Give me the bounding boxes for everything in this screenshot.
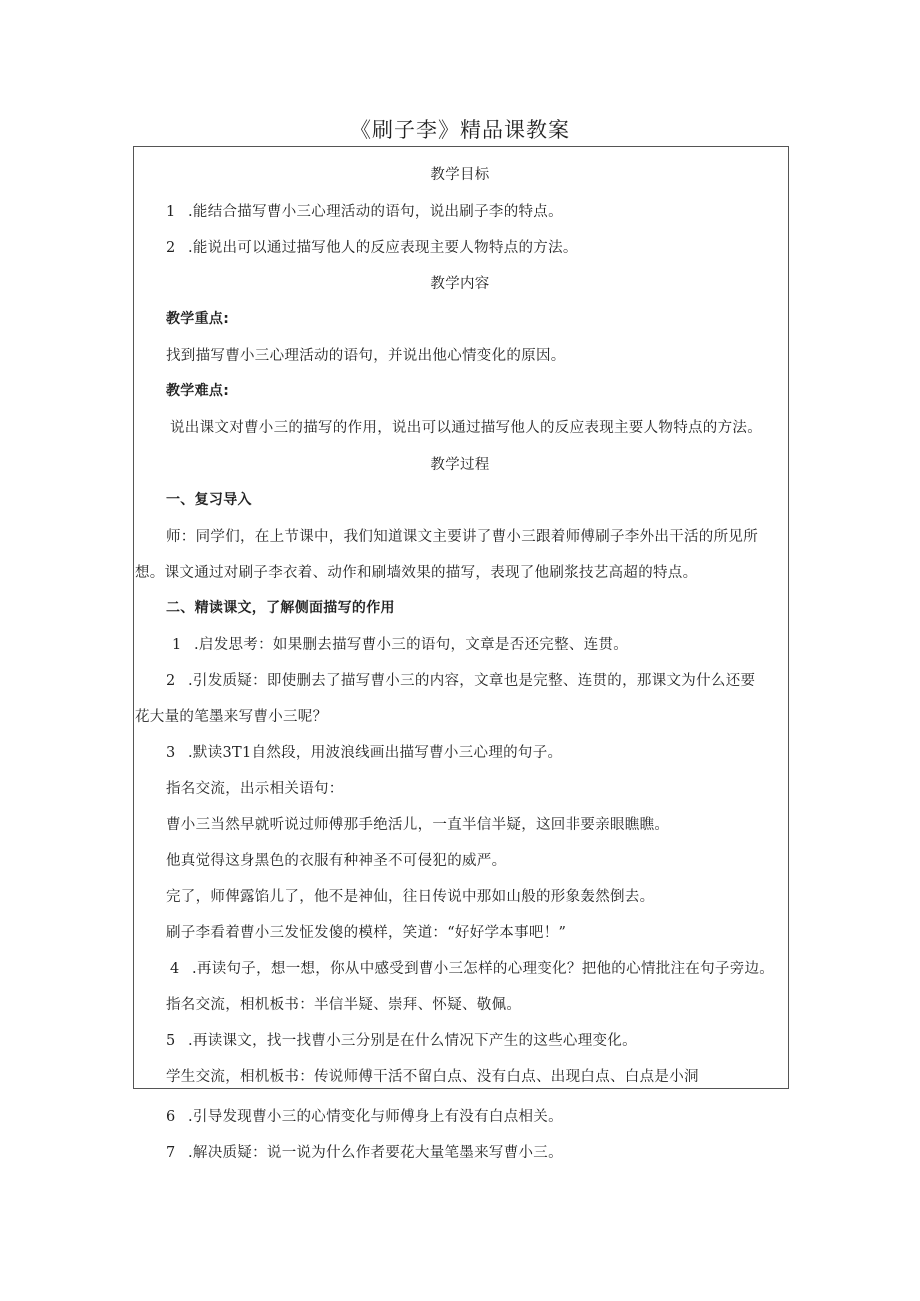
goal-text: .能结合描写曹小三心理活动的语句，说出刷子李的特点。: [188, 204, 563, 220]
goal-item: [166, 200, 563, 221]
part2-heading: 二、精读课文，了解侧面描写的作用: [166, 600, 395, 616]
section-heading-goals: 教学目标: [430, 167, 490, 183]
step-item: [172, 633, 628, 654]
step-text: .引发质疑：即使删去了描写曹小三的内容，文章也是完整、连贯的，那课文为什么还要: [188, 673, 756, 689]
step-number: 7: [166, 1145, 176, 1161]
quote-line: 完了，师俾露馅儿了，他不是神仙，往日传说中那如山般的形象轰然倒去。: [166, 889, 655, 905]
step-item: [170, 957, 774, 978]
part1-heading: 一、复习导入: [166, 492, 252, 508]
step-text: .默读3T1自然段，用波浪线画出描写曹小三心理的句子。: [188, 745, 563, 761]
step-text: .解决质疑：说一说为什么作者要花大量笔墨来写曹小三。: [188, 1145, 563, 1161]
quote-line: 刷子李看着曹小三发怔发傻的模样，笑道：“好好学本事吧！”: [166, 925, 567, 941]
exchange-note: 学生交流，相机板书：传说师傅干活不留白点、没有白点、出现白点、白点是小洞: [166, 1069, 699, 1085]
step-item: [166, 1029, 637, 1050]
part1-paragraph-line2: 想。课文通过对刷子李衣着、动作和刷墙效果的描写，表现了他刷浆技艺高超的特点。: [135, 565, 698, 581]
step-text: .再读句子，想一想，你从中感受到曹小三怎样的心理变化？把他的心情批注在句子旁边。: [192, 961, 775, 977]
step-item: [166, 741, 562, 762]
goal-item: [166, 236, 578, 257]
step-number: 4: [170, 961, 180, 977]
exchange-note: 指名交流，出示相关语句：: [166, 781, 344, 797]
goal-number: 1: [166, 204, 176, 220]
step-item: [166, 669, 755, 690]
difficulty-text: 说出课文对曹小三的描写的作用，说出可以通过描写他人的反应表现主要人物特点的方法。: [170, 420, 762, 436]
goal-text: .能说出可以通过描写他人的反应表现主要人物特点的方法。: [188, 240, 578, 256]
step-number: 5: [166, 1033, 176, 1049]
goal-number: 2: [166, 240, 176, 256]
step-number: 1: [172, 637, 182, 653]
part1-paragraph-line1: 师：同学们，在上节课中，我们知道课文主要讲了曹小三跟着师傅刷子李外出干活的所见所: [166, 529, 758, 545]
step-number: 6: [166, 1109, 176, 1125]
step-item: [166, 1141, 563, 1162]
key-point-label: 教学重点:: [166, 311, 230, 327]
difficulty-label: 教学难点:: [166, 383, 230, 399]
step-text: .引导发现曹小三的心情变化与师傅身上有没有白点相关。: [188, 1109, 563, 1125]
step-text: .启发思考：如果删去描写曹小三的语句，文章是否还完整、连贯。: [194, 637, 629, 653]
exchange-note: 指名交流，相机板书：半信半疑、崇拜、怀疑、敬佩。: [166, 997, 522, 1013]
step-number: 2: [166, 673, 176, 689]
document-title: 《刷子李》精品课教案: [350, 118, 570, 142]
quote-line: 曹小三当然早就听说过师傅那手绝活儿，一直半信半疑，这回非要亲眼瞧瞧。: [166, 817, 670, 833]
step-text-continued: 花大量的笔墨来写曹小三呢？: [135, 709, 328, 725]
key-point-text: 找到描写曹小三心理活动的语句，并说出他心情变化的原因。: [166, 348, 566, 364]
quote-line: 他真觉得这身黑色的衣服有种神圣不可侵犯的威严。: [166, 853, 507, 869]
step-number: 3: [166, 745, 176, 761]
section-heading-content: 教学内容: [430, 276, 490, 292]
section-heading-process: 教学过程: [430, 457, 490, 473]
step-item: [166, 1105, 563, 1126]
step-text: .再读课文，找一找曹小三分别是在什么情况下产生的这些心理变化。: [188, 1033, 637, 1049]
